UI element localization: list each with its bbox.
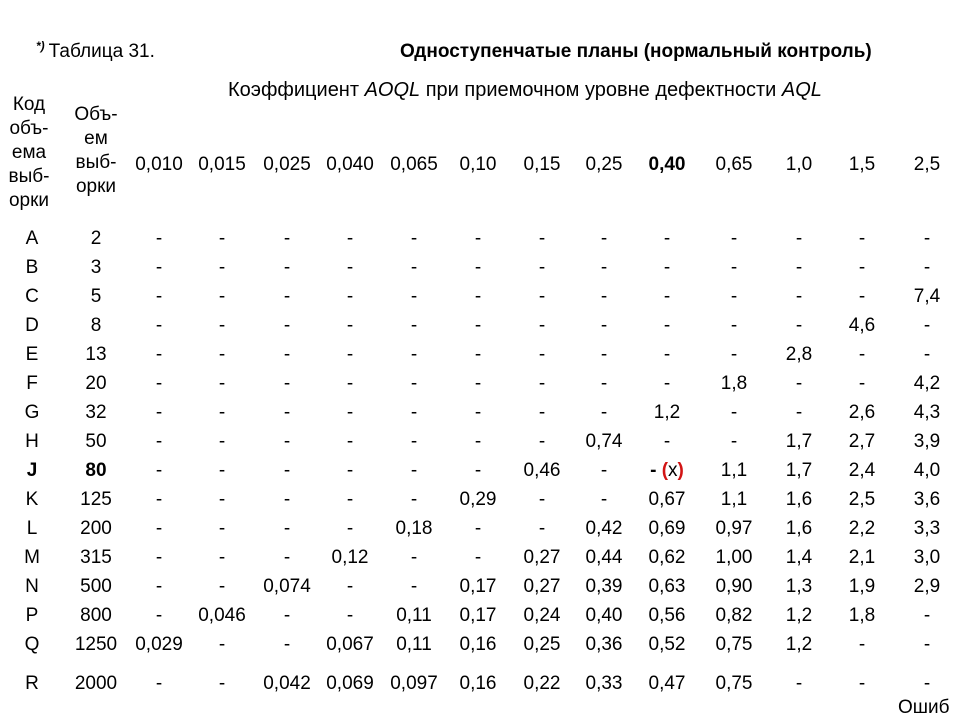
table-cell: - (474, 344, 482, 365)
footnote-mark: *) (36, 39, 45, 53)
row-code: M (24, 547, 40, 568)
table-cell: - (218, 257, 226, 278)
table-cell: - (410, 344, 418, 365)
row-size: 200 (80, 518, 112, 539)
table-cell: - (283, 460, 291, 481)
table-cell: - (155, 489, 163, 510)
table-cell: - (663, 373, 671, 394)
row-size: 80 (85, 460, 107, 481)
table-cell: 0,029 (135, 634, 183, 655)
table-cell: - (600, 286, 608, 307)
table-cell: - (410, 402, 418, 423)
table-cell: - (858, 344, 866, 365)
table-cell: - (600, 489, 608, 510)
aql-level-header: 0,40 (648, 154, 686, 175)
table-cell: 1,1 (720, 489, 748, 510)
table-cell: 0,69 (648, 518, 686, 539)
table-cell: 0,62 (648, 547, 686, 568)
table-cell: 4,3 (913, 402, 941, 423)
table-cell: - (600, 402, 608, 423)
table-cell: - (923, 344, 931, 365)
table-cell: 4,6 (848, 315, 876, 336)
table-cell: 0,44 (585, 547, 623, 568)
table-cell: 1,00 (715, 547, 753, 568)
row-code: N (25, 576, 39, 597)
table-cell: 0,56 (648, 605, 686, 626)
table-cell: - (730, 257, 738, 278)
aql-level-header: 0,10 (459, 154, 497, 175)
table-cell: - (283, 257, 291, 278)
table-cell: - (795, 257, 803, 278)
table-cell: - (218, 286, 226, 307)
table-cell: 2,5 (848, 489, 876, 510)
row-size: 13 (85, 344, 107, 365)
table-cell: - (218, 228, 226, 249)
table-cell: - (283, 228, 291, 249)
table-cell: - (155, 344, 163, 365)
table-cell: - (218, 634, 226, 655)
table-cell: - (155, 257, 163, 278)
table-cell: 1,1 (720, 460, 748, 481)
table-cell: - (283, 634, 291, 655)
table-cell: - (283, 315, 291, 336)
table-cell: 0,29 (459, 489, 497, 510)
table-cell: - (600, 315, 608, 336)
table-cell: - (538, 344, 546, 365)
table-cell: - (410, 576, 418, 597)
table-cell: 3,0 (913, 547, 941, 568)
table-cell: - (346, 257, 354, 278)
table-cell: - (283, 286, 291, 307)
table-cell: - (663, 228, 671, 249)
table-cell: 0,097 (390, 673, 438, 694)
table-cell: - (155, 547, 163, 568)
table-cell: - (795, 315, 803, 336)
table-cell: - (474, 257, 482, 278)
table-cell: 1,2 (653, 402, 681, 423)
row-code: C (25, 286, 39, 307)
aoql-term: AOQL (364, 79, 421, 101)
table-cell: - (795, 373, 803, 394)
row-size: 2 (90, 228, 102, 249)
table-cell: - (410, 228, 418, 249)
page-title: Одноступенчатые планы (нормальный контроль) (400, 41, 872, 62)
table-cell: 2,6 (848, 402, 876, 423)
table-cell: 2,4 (848, 460, 876, 481)
table-cell: - (538, 402, 546, 423)
table-cell: 0,67 (648, 489, 686, 510)
row-size: 50 (85, 431, 107, 452)
table-cell: - (538, 373, 546, 394)
table-cell: - (218, 373, 226, 394)
table-cell: - (923, 673, 931, 694)
table-cell: 0,067 (326, 634, 374, 655)
coefficient-header (228, 79, 822, 102)
table-cell: 0,36 (585, 634, 623, 655)
table-cell: 0,12 (331, 547, 369, 568)
table-cell: - (218, 344, 226, 365)
table-cell: - (155, 518, 163, 539)
table-cell: 0,16 (459, 634, 497, 655)
table-number: Таблица 31. (48, 41, 155, 62)
header-line: ем (84, 128, 108, 149)
table-cell: - (283, 373, 291, 394)
table-cell: - (795, 286, 803, 307)
table-cell: - (346, 431, 354, 452)
aql-term: AQL (781, 79, 822, 101)
table-cell: 4,0 (913, 460, 941, 481)
table-cell: - (155, 605, 163, 626)
table-cell: 0,63 (648, 576, 686, 597)
table-cell: 0,47 (648, 673, 686, 694)
table-cell: 0,27 (523, 547, 561, 568)
table-cell: 7,4 (913, 286, 941, 307)
aql-level-header: 0,15 (523, 154, 561, 175)
table-cell: - (410, 315, 418, 336)
table-cell: - (795, 228, 803, 249)
table-cell: - (346, 315, 354, 336)
row-code: A (25, 228, 39, 249)
table-cell: - (663, 286, 671, 307)
row-code: D (25, 315, 39, 336)
table-cell: 0,18 (395, 518, 433, 539)
table-cell: - (346, 402, 354, 423)
table-cell: - (600, 257, 608, 278)
table-cell: 1,2 (785, 605, 813, 626)
row-code: H (25, 431, 39, 452)
aql-level-header: 0,010 (135, 154, 183, 175)
table-cell: - (283, 402, 291, 423)
table-cell: - (923, 315, 931, 336)
table-cell: - (346, 518, 354, 539)
table-cell: - (x) (650, 460, 684, 481)
header-line: орки (75, 176, 117, 197)
table-cell: 0,42 (585, 518, 623, 539)
table-cell: 3,9 (913, 431, 941, 452)
aql-level-header: 0,015 (198, 154, 246, 175)
table-cell: - (600, 344, 608, 365)
table-cell: - (474, 460, 482, 481)
table-cell: - (663, 315, 671, 336)
row-code: J (26, 460, 38, 481)
table-cell: - (346, 344, 354, 365)
table-cell: - (663, 431, 671, 452)
table-cell: - (155, 431, 163, 452)
table-cell: - (346, 460, 354, 481)
table-cell: - (858, 257, 866, 278)
aql-level-header: 0,25 (585, 154, 623, 175)
table-cell: 0,074 (263, 576, 311, 597)
aql-level-header: 0,65 (715, 154, 753, 175)
table-cell: - (858, 286, 866, 307)
row-size: 20 (85, 373, 107, 394)
table-cell: - (600, 373, 608, 394)
table-cell: 0,46 (523, 460, 561, 481)
table-cell: - (858, 228, 866, 249)
sample-code-header (0, 93, 58, 213)
table-cell: 0,042 (263, 673, 311, 694)
table-cell: - (218, 431, 226, 452)
table-cell: - (155, 228, 163, 249)
table-cell: 0,17 (459, 605, 497, 626)
header-line: Код (12, 94, 46, 115)
table-cell: - (218, 460, 226, 481)
table-cell: - (155, 576, 163, 597)
table-cell: - (474, 315, 482, 336)
table-cell: 1,9 (848, 576, 876, 597)
table-cell: - (538, 286, 546, 307)
table-cell: - (858, 373, 866, 394)
table-cell: - (795, 402, 803, 423)
table-cell: - (730, 431, 738, 452)
sample-size-header (64, 103, 128, 199)
table-cell: - (858, 673, 866, 694)
table-cell: - (346, 605, 354, 626)
row-size: 2000 (74, 673, 118, 694)
table-cell: - (218, 518, 226, 539)
table-cell: 0,74 (585, 431, 623, 452)
table-cell: - (283, 605, 291, 626)
header-line: выб- (8, 166, 50, 187)
table-cell: 2,2 (848, 518, 876, 539)
table-caption (36, 41, 155, 63)
table-cell: - (410, 547, 418, 568)
table-cell: - (410, 489, 418, 510)
row-size: 1250 (74, 634, 118, 655)
table-cell: 0,52 (648, 634, 686, 655)
aql-level-header: 0,025 (263, 154, 311, 175)
footer-partial-text: Ошиб (898, 697, 950, 718)
table-cell: - (283, 547, 291, 568)
row-code: R (25, 673, 39, 694)
table-cell: - (283, 518, 291, 539)
table-cell: - (538, 431, 546, 452)
table-cell: - (346, 228, 354, 249)
header-line: орки (8, 190, 50, 211)
table-cell: - (155, 402, 163, 423)
table-cell: - (346, 373, 354, 394)
table-cell: 3,3 (913, 518, 941, 539)
table-cell: - (538, 228, 546, 249)
table-cell: 0,33 (585, 673, 623, 694)
table-cell: - (730, 402, 738, 423)
table-cell: - (346, 489, 354, 510)
table-cell: - (218, 576, 226, 597)
table-cell: - (155, 286, 163, 307)
table-cell: 1,7 (785, 460, 813, 481)
aql-level-header: 0,065 (390, 154, 438, 175)
table-cell: - (218, 489, 226, 510)
coef-prefix: Коэффициент (228, 79, 365, 101)
table-cell: 0,11 (396, 605, 432, 626)
table-cell: 0,40 (585, 605, 623, 626)
table-cell: 1,6 (785, 518, 813, 539)
table-cell: - (218, 315, 226, 336)
table-cell: 1,8 (848, 605, 876, 626)
table-cell: 0,046 (198, 605, 246, 626)
table-cell: - (474, 431, 482, 452)
table-cell: 0,22 (523, 673, 561, 694)
row-size: 32 (85, 402, 107, 423)
table-cell: 3,6 (913, 489, 941, 510)
row-size: 3 (90, 257, 102, 278)
table-cell: - (155, 460, 163, 481)
table-cell: - (410, 257, 418, 278)
row-size: 315 (80, 547, 112, 568)
table-cell: - (538, 315, 546, 336)
table-cell: 1,4 (785, 547, 813, 568)
header-line: выб- (75, 152, 117, 173)
table-cell: - (730, 344, 738, 365)
row-code: P (25, 605, 39, 626)
table-cell: - (155, 373, 163, 394)
table-cell: - (474, 286, 482, 307)
table-cell: - (730, 228, 738, 249)
table-cell: 0,97 (715, 518, 753, 539)
aql-level-header: 1,0 (785, 154, 813, 175)
row-size: 5 (90, 286, 102, 307)
table-cell: - (346, 286, 354, 307)
row-size: 125 (80, 489, 112, 510)
table-cell: - (600, 460, 608, 481)
table-cell: 4,2 (913, 373, 941, 394)
table-cell: - (730, 286, 738, 307)
table-cell: 0,75 (715, 634, 753, 655)
table-cell: - (923, 605, 931, 626)
table-cell: 0,16 (459, 673, 497, 694)
table-cell: - (155, 673, 163, 694)
table-cell: 1,2 (785, 634, 813, 655)
coef-middle: при приемочном уровне дефектности (420, 79, 782, 101)
table-cell: 2,8 (785, 344, 813, 365)
row-code: F (26, 373, 38, 394)
table-cell: - (474, 547, 482, 568)
table-cell: 1,8 (720, 373, 748, 394)
table-cell: - (410, 286, 418, 307)
table-cell: - (795, 673, 803, 694)
table-cell: - (923, 228, 931, 249)
table-cell: - (538, 518, 546, 539)
table-cell: - (600, 228, 608, 249)
table-cell: 0,24 (523, 605, 561, 626)
table-cell: - (663, 257, 671, 278)
header-line: ема (11, 142, 47, 163)
table-cell: 1,7 (785, 431, 813, 452)
table-cell: - (410, 373, 418, 394)
row-code: G (24, 402, 40, 423)
header-line: объ- (9, 118, 49, 139)
row-code: K (25, 489, 39, 510)
table-cell: - (283, 431, 291, 452)
table-cell: - (218, 673, 226, 694)
row-code: B (25, 257, 39, 278)
table-cell: 0,25 (523, 634, 561, 655)
table-cell: 0,17 (459, 576, 497, 597)
table-cell: - (410, 431, 418, 452)
table-cell: - (858, 634, 866, 655)
table-cell: 0,90 (715, 576, 753, 597)
table-cell: - (283, 344, 291, 365)
table-cell: 2,7 (848, 431, 876, 452)
table-cell: - (538, 489, 546, 510)
table-cell: - (538, 257, 546, 278)
table-cell: 0,11 (396, 634, 432, 655)
row-size: 500 (80, 576, 112, 597)
table-cell: - (283, 489, 291, 510)
table-cell: - (663, 344, 671, 365)
table-cell: 0,82 (715, 605, 753, 626)
table-cell: - (474, 402, 482, 423)
table-cell: 0,27 (523, 576, 561, 597)
row-size: 800 (80, 605, 112, 626)
table-cell: - (730, 315, 738, 336)
table-cell: - (474, 228, 482, 249)
aql-level-header: 2,5 (913, 154, 941, 175)
aql-level-header: 1,5 (848, 154, 876, 175)
row-code: L (26, 518, 38, 539)
table-cell: 2,9 (913, 576, 941, 597)
table-cell: 0,75 (715, 673, 753, 694)
table-cell: - (923, 634, 931, 655)
table-cell: - (410, 460, 418, 481)
table-cell: 0,069 (326, 673, 374, 694)
table-cell: - (346, 576, 354, 597)
row-code: Q (24, 634, 40, 655)
table-cell: - (218, 402, 226, 423)
table-cell: - (474, 518, 482, 539)
table-cell: 2,1 (848, 547, 876, 568)
row-code: E (25, 344, 39, 365)
table-cell: - (218, 547, 226, 568)
table-cell: - (155, 315, 163, 336)
row-size: 8 (90, 315, 102, 336)
aql-level-header: 0,040 (326, 154, 374, 175)
table-cell: - (923, 257, 931, 278)
table-cell: 1,6 (785, 489, 813, 510)
table-cell: 0,39 (585, 576, 623, 597)
table-cell: - (474, 373, 482, 394)
header-line: Объ- (74, 104, 118, 125)
table-cell: 1,3 (785, 576, 813, 597)
